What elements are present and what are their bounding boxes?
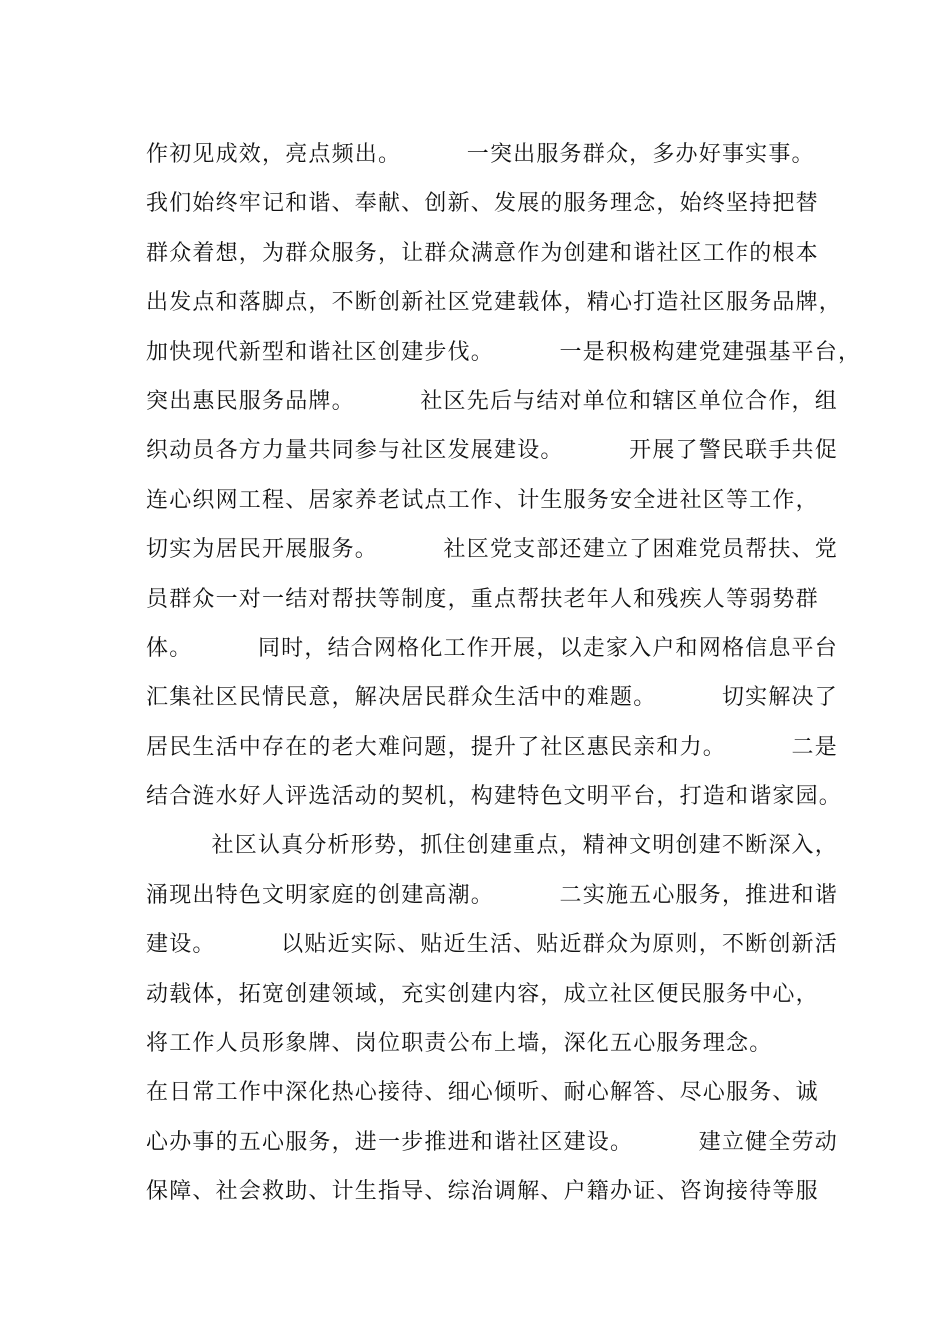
text-line: 动载体，拓宽创建领域，充实创建内容，成立社区便民服务中心，	[146, 981, 819, 1007]
text-line: 心办事的五心服务，进一步推进和谐社区建设。 建立健全劳动	[146, 1129, 838, 1155]
text-line: 我们始终牢记和谐、奉献、创新、发展的服务理念，始终坚持把替	[146, 191, 819, 217]
text-line: 涌现出特色文明家庭的创建高潮。 二实施五心服务，推进和谐	[146, 882, 838, 908]
text-line: 将工作人员形象牌、岗位职责公布上墙，深化五心服务理念。	[146, 1031, 773, 1057]
text-line: 社区认真分析形势，抓住创建重点，精神文明创建不断深入，	[146, 833, 838, 859]
text-line: 突出惠民服务品牌。 社区先后与结对单位和辖区单位合作，组	[146, 388, 838, 414]
text-line: 汇集社区民情民意，解决居民群众生活中的难题。 切实解决了	[146, 685, 838, 711]
text-line: 居民生活中存在的老大难问题，提升了社区惠民亲和力。 二是	[146, 734, 838, 760]
text-line: 体。 同时，结合网格化工作开展，以走家入户和网格信息平台	[146, 635, 838, 661]
text-line: 结合涟水好人评选活动的契机，构建特色文明平台，打造和谐家园。	[146, 784, 843, 810]
text-line: 作初见成效，亮点频出。 一突出服务群众，多办好事实事。	[146, 142, 815, 167]
body-text	[146, 130, 862, 1217]
text-line: 建设。 以贴近实际、贴近生活、贴近群众为原则，不断创新活	[146, 932, 838, 958]
text-line: 切实为居民开展服务。 社区党支部还建立了困难党员帮扶、党	[146, 537, 838, 563]
text-line: 在日常工作中深化热心接待、细心倾听、耐心解答、尽心服务、诚	[146, 1080, 819, 1106]
text-line: 出发点和落脚点，不断创新社区党建载体，精心打造社区服务品牌，	[146, 290, 843, 316]
text-line: 连心织网工程、居家养老试点工作、计生服务安全进社区等工作，	[146, 487, 819, 513]
text-line: 加快现代新型和谐社区创建步伐。 一是积极构建党建强基平台，	[146, 339, 862, 365]
text-line: 群众着想，为群众服务，让群众满意作为创建和谐社区工作的根本	[146, 240, 819, 266]
text-line: 织动员各方力量共同参与社区发展建设。 开展了警民联手共促	[146, 438, 838, 464]
text-line: 员群众一对一结对帮扶等制度，重点帮扶老年人和残疾人等弱势群	[146, 586, 819, 612]
text-line: 保障、社会救助、计生指导、综治调解、户籍办证、咨询接待等服	[146, 1179, 819, 1205]
